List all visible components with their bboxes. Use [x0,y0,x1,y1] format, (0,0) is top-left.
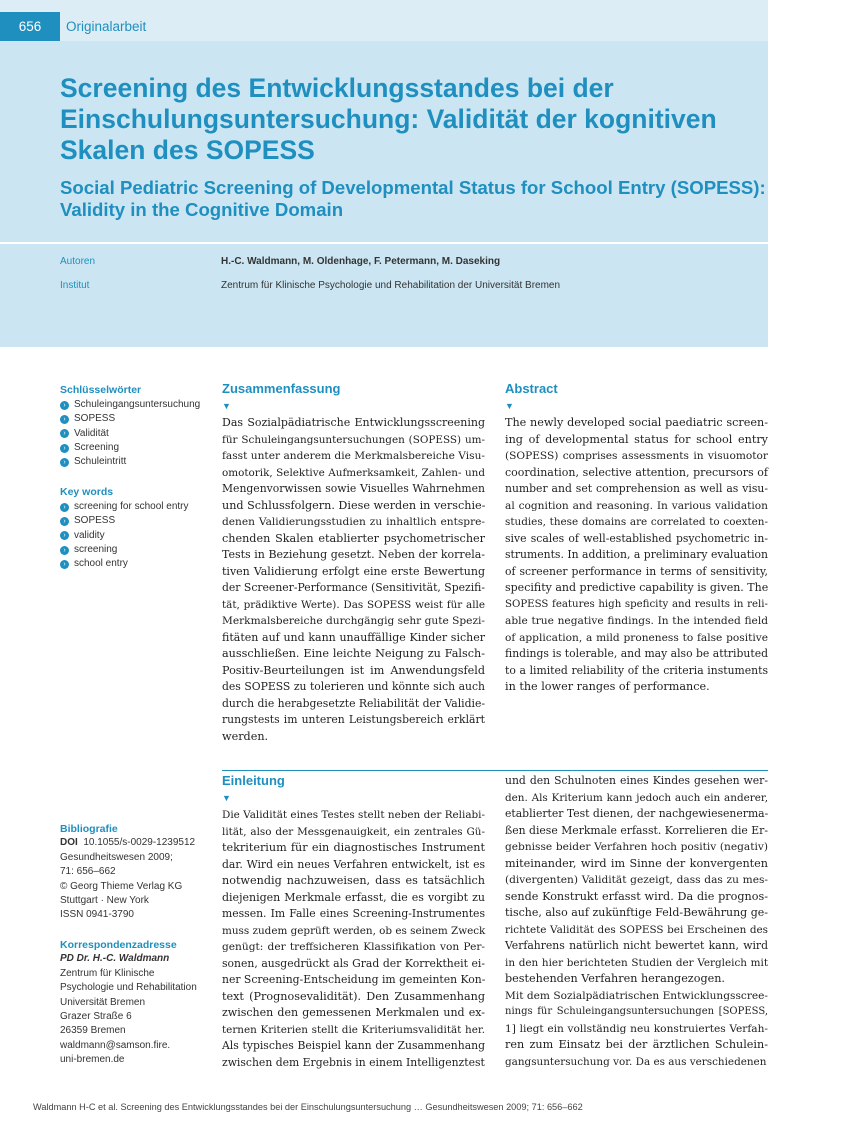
text-line: fitäten auf und kann unauffällige Kinder sicher [222,630,485,644]
text-line: den. Als Kriterium kann jedoch auch ein anderer, [505,791,768,804]
text-line: ren zum Einsatz bei der ärztlichen Schulein- [505,1038,768,1051]
text-line: chenden Skalen etablierter psychometrischer [222,531,485,545]
text-line: Die Validität eines Testes stellt neben der Reliabi- [222,809,485,821]
bib-line: ISSN 0941-3790 [60,909,134,921]
address-line: Zentrum für Klinische [60,967,155,979]
bib-line: © Georg Thieme Verlag KG [60,880,183,892]
text-line: werden. [222,729,269,743]
text-line: to a limited reliability of the criteria instuments [505,663,768,677]
title-english: Social Pediatric Screening of Developmental Status for School Entry (SOPESS): Validity in the Cognitive Domain [60,177,766,220]
zusammenfassung-heading: Zusammenfassung [222,381,341,396]
bullet-icon: › [60,560,69,569]
einleitung-column-2 [505,773,768,1070]
text-line: ßen diese Merkmale erfasst. Korrelieren die Er- [505,823,768,837]
text-line: ausschließen. Eine leichte Neigung zu Falsch- [222,647,485,660]
keyword-text: SOPESS [74,413,116,425]
bibliography [60,822,195,923]
text-line: gebnisse beider Verfahren hoch positiv (negativ) [505,841,768,853]
institute-label: Institut [60,280,90,291]
text-line: coordination, selective attention, precursors of [505,465,768,479]
text-line: able true negative findings. In the intended field [505,615,768,627]
institute-value: Zentrum für Klinische Psychologie und Rehabilitation der Universität Bremen [221,280,561,291]
bullet-icon: › [60,429,69,438]
text-line: struments. In addition, a preliminary evaluation [505,548,768,561]
text-line: tische, also auf zukünftige Feld-Bewährung ge- [505,906,768,919]
text-line: gangsuntersuchung vor. Da es aus verschiedenen [505,1055,767,1068]
triangle-down-icon: ▼ [222,401,231,411]
abstract-heading: Abstract [505,381,558,396]
bib-line: Stuttgart · New York [60,895,149,907]
text-line: tekriterium für ein diagnostisches Instrument [222,841,485,854]
keyword-text: Validität [74,427,109,439]
text-line: Merkmalsbereiche durchgängig sehr gute Spezi- [222,615,485,627]
bullet-icon: › [60,531,69,540]
text-line: notwendig nachzuweisen, dass es tatsächlich [222,874,485,887]
text-line: miteinander, wird im Sinne der konvergenten [505,856,768,870]
keyword-text: school entry [74,558,128,570]
text-line: tät, prädiktive Werte). Das SOPESS weist für alle [222,598,485,611]
email-line[interactable]: waldmann@samson.fire. [60,1039,171,1051]
text-line: muss zudem geprüft werden, ob es seinem Zweck [222,924,486,937]
correspondence-label: Korrespondenzadresse [60,939,177,951]
text-line: ternen Kriterien stellt die Kriteriumsvalidität her. [222,1023,485,1036]
keyword-text: screening for school entry [74,501,189,512]
keyword-item [60,500,189,514]
keywords-en-list [60,500,189,571]
page-number: 656 [0,12,60,41]
text-line: und Schlussfolgern. Diese werden in verschie- [222,498,486,512]
text-line: ner Screening-Entscheidung im gemeinten Kon- [222,973,486,986]
text-line: text (Prognosevalidität). Den Zusammenhang [222,989,485,1003]
text-line: in den hier berichteten Studien der Vergleich mit [505,956,768,969]
text-line: sende Konstrukt erfasst wird. Da die prognos- [505,889,768,903]
section-rule [222,770,768,771]
text-line: dar. Wird ein neues Verfahren entwickelt, ist es [222,857,485,871]
text-line: SOPESS features high speficity and results in reli- [505,598,768,610]
text-line: findings is tolerable, and may also be attributed [505,647,768,660]
authors-value: H.-C. Waldmann, M. Oldenhage, F. Petermann, M. Daseking [221,256,501,267]
text-line: (SOPESS) comprises assessments in visuomotor [505,450,768,462]
text-line: bestehenden Verfahren herangezogen. [505,972,725,985]
doi-label: DOI [60,837,78,849]
authors-label: Autoren [60,256,96,267]
bullet-icon: › [60,503,69,512]
text-line: und den Schulnoten eines Kindes gesehen wer- [505,774,768,787]
email-line[interactable]: uni-bremen.de [60,1054,125,1066]
keyword-item [60,398,200,412]
keywords-de-list [60,398,200,469]
text-line: sonen, ausgedrückt als Grad der Korrektheit ei- [222,956,485,970]
bullet-icon: › [60,401,69,410]
address-line: Grazer Straße 6 [60,1011,132,1023]
address-line: Psychologie und Rehabilitation [60,982,197,994]
bibliography-label: Bibliografie [60,823,118,835]
text-line: etablierter Test dienen, der nachgewiesenerma- [505,807,769,820]
text-line: 1] liegt ein vollständig neu konstruiertes Verfah- [505,1022,768,1035]
keyword-item [60,455,200,469]
text-line: denen Validierungsstudien zu inhaltlich entspre- [222,516,485,528]
text-line: specifity and predictive capability is given. The [505,581,769,594]
text-line: Mengenvorwissen sowie Visuelles Wahrnehmen [222,482,485,495]
keyword-text: Screening [74,441,120,453]
keywords-en-label: Key words [60,486,114,498]
doi-value[interactable]: 10.1055/s-0029-1239512 [83,837,196,849]
text-line: für Schuleingangsuntersuchungen (SOPESS) um- [222,433,485,446]
doi-line [60,836,195,850]
address-line: 26359 Bremen [60,1025,126,1037]
text-line: des SOPESS zu tolerieren und könnte sich auch [222,680,485,693]
keyword-item [60,557,189,571]
text-line: diejenigen Merkmale erfasst, die es vorgibt zu [222,890,485,904]
section-label: Originalarbeit [66,19,147,34]
keyword-text: Schuleintritt [74,456,127,468]
correspondence [60,938,197,1068]
keyword-text: SOPESS [74,515,116,527]
keyword-text: screening [74,543,118,555]
text-line: der Screener-Performance (Sensitivität, Spezifi- [222,581,485,594]
einleitung-column-1 [222,807,485,1071]
text-line: number and set comprehension as well as visu- [505,482,768,495]
text-line: al cognition and reasoning. In various validation [505,499,768,512]
einleitung-heading: Einleitung [222,773,285,788]
text-line: Positiv-Beurteilungen ist im Anwendungsfeld [222,663,485,677]
bib-line: 71: 656–662 [60,866,116,878]
correspondence-name: PD Dr. H.-C. Waldmann [60,953,170,965]
text-line: studies, these domains are correlated to coexten- [505,516,768,528]
text-line: Tests in Beziehung gesetzt. Neben der korrela- [222,548,485,561]
text-line: omotorik, Selektive Aufmerksamkeit, Zahlen- und [222,466,485,479]
keyword-item [60,412,200,426]
text-line: lität, also der Messgenauigkeit, ein zentrales Gü- [222,825,485,838]
text-line: of application, a mild proneness to false positive [505,631,768,644]
text-line: nings für Schuleingangsuntersuchungen [SOPESS, [505,1006,768,1017]
text-line: Als typisches Beispiel kann der Zusammenhang [222,1039,485,1052]
text-line: Das Sozialpädiatrische Entwicklungsscreening [222,416,485,429]
text-line: The newly developed social paediatric screen- [505,416,768,429]
title-german: Screening des Entwicklungsstandes bei der Einschulungsuntersuchung: Validität der kognitiven Skalen des SOPESS [60,73,717,165]
triangle-down-icon: ▼ [222,793,231,803]
text-line: zwischen dem Ergebnis in einem Intelligenztest [222,1055,485,1069]
bullet-icon: › [60,444,69,453]
text-line: tiven Validierung erfolgt eine erste Bewertung [222,564,485,578]
text-line: (divergenten) Validität gezeigt, dass das zu mes- [505,874,768,886]
text-line: of screener performance in terms of sensitivity, [505,564,768,578]
keyword-item [60,514,189,528]
text-line: richtete Validität des SOPESS bei Erscheinen des [505,923,768,936]
text-line: durch die herabgesetzte Reliabilität der Validie- [222,696,486,710]
bullet-icon: › [60,458,69,467]
abstract-text [505,415,768,696]
keyword-item [60,441,200,455]
keyword-text: Schuleingangsuntersuchung [74,399,201,410]
keyword-item [60,543,189,557]
bullet-icon: › [60,517,69,526]
text-line: rungstests im unteren Leistungsbereich erklärt [222,713,485,726]
text-line: messen. Im Falle eines Screening-Instrumentes [222,907,485,920]
text-line: ing of developmental status for school entry [505,432,768,446]
keyword-text: validity [74,529,105,541]
text-line: sive scales of well-established psychometric in- [505,531,768,545]
text-line: genügt: der treffsicheren Klassifikation von Per- [222,941,485,953]
text-line: zwischen den gemessenen Merkmalen und ex- [222,1006,485,1019]
keyword-item [60,529,189,543]
keyword-item [60,427,200,441]
triangle-down-icon: ▼ [505,401,514,411]
keywords-de-label: Schlüsselwörter [60,384,142,396]
zusammenfassung-text [222,415,485,745]
bullet-icon: › [60,415,69,424]
bullet-icon: › [60,546,69,555]
page-footer: Waldmann H-C et al. Screening des Entwicklungsstandes bei der Einschulungsuntersuchung … Gesundheitswesen 2009; 71: 656–662 [33,1102,583,1112]
address-line: Universität Bremen [60,996,146,1008]
text-line: Verfahrens natürlich nicht bewertet kann, wird [505,939,768,952]
text-line: fasst unter anderem die Merkmalsbereiche Visu- [222,450,485,462]
text-line: in the lower ranges of performance. [505,680,710,693]
bib-line: Gesundheitswesen 2009; [60,851,173,863]
text-line: Mit dem Sozialpädiatrischen Entwicklungsscree- [505,989,769,1002]
